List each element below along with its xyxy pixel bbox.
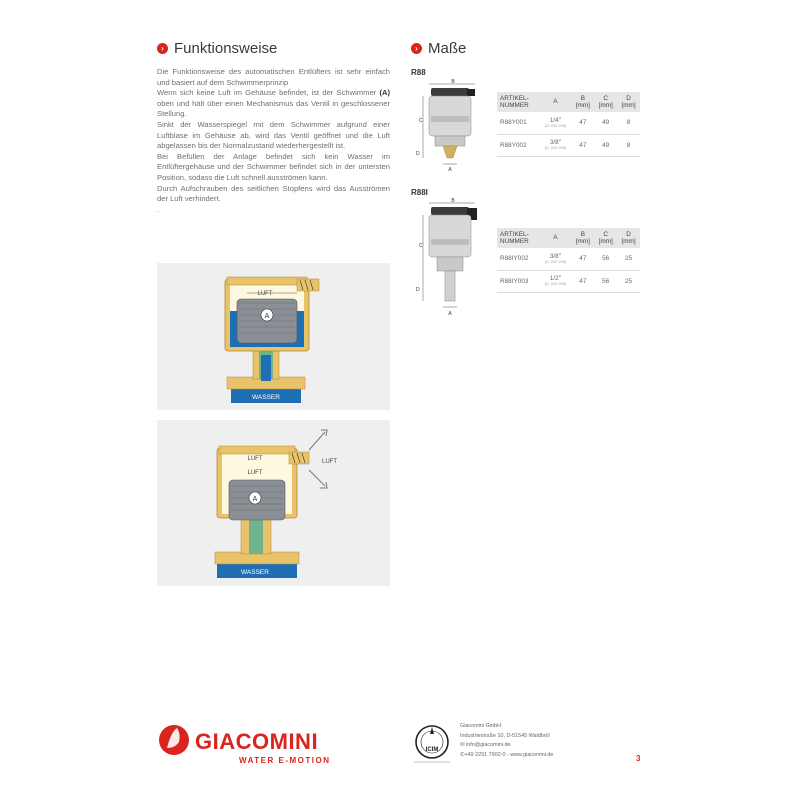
chevron-right-icon: ›: [411, 43, 422, 54]
header-c: C [mm]: [594, 92, 617, 112]
section-heading-dimensions: [411, 40, 466, 57]
water-label: WASSER: [252, 394, 280, 401]
paragraph-2: Wenn sich keine Luft im Gehäuse befindet, ist der Schwimmer (A) oben und hält über einen Mechanismus das Ventil in geschlossener Stellung.: [157, 88, 390, 119]
float-label: A: [264, 313, 270, 320]
company-phone: ✆+49 2291 7902-0 - www.giacomini.de: [460, 751, 554, 758]
paragraph-5: Durch Aufschrauben des seitlichen Stopfens wird das Ausströmen der Luft verhindert.: [157, 183, 390, 204]
page-number: 3: [636, 754, 641, 763]
r88i-spec-table: [497, 228, 640, 293]
model-label-r88: R88: [411, 68, 426, 77]
phone-icon: ✆: [460, 751, 465, 758]
dim-b: B: [451, 198, 455, 204]
r88i-dimension-drawing: [411, 197, 491, 319]
dim-c: C: [419, 118, 423, 124]
dim-a: A: [448, 311, 452, 317]
mail-icon: ✉: [460, 742, 465, 748]
brand-tagline: WATER E-MOTION: [239, 756, 331, 765]
heading-text: Funktionsweise: [174, 40, 278, 57]
dim-d: D: [416, 151, 420, 157]
r88-dimension-drawing: [411, 78, 491, 173]
air-label-top: LUFT: [247, 456, 263, 462]
air-label-side: LUFT: [322, 459, 337, 465]
paragraph-1: Die Funktionsweise des automatischen Entlüfters ist sehr einfach und basiert auf dem Schwimmerprinzip: [157, 67, 390, 87]
company-email: ✉ info@giacomini.de: [460, 742, 511, 748]
air-label-middle: LUFT: [247, 470, 263, 476]
table-row: R88IY002 3/8" (G. ISO 228) 47 56 25: [497, 248, 640, 270]
diagram-open-state: [157, 420, 390, 586]
dim-a: A: [448, 167, 452, 173]
air-vent-venting-diagram: [157, 420, 390, 586]
company-info: [460, 722, 620, 760]
giacomini-logo: [157, 718, 367, 768]
icim-label: ICIM: [425, 747, 439, 753]
function-description: [157, 67, 390, 215]
water-label: WASSER: [241, 569, 269, 576]
icim-certification-badge: [410, 722, 454, 766]
brand-name: GIACOMINI: [195, 729, 319, 754]
model-label-r88i: R88I: [411, 188, 428, 197]
arrow-up-right-icon: [309, 430, 327, 450]
header-d: D [mm]: [617, 92, 640, 112]
arrow-down-right-icon: [309, 470, 327, 488]
header-a: A: [539, 92, 571, 112]
company-name: Giacomini GmbH: [460, 723, 502, 729]
dim-d: D: [416, 287, 420, 293]
heading-text: Maße: [428, 40, 467, 57]
diagram-closed-state: [157, 263, 390, 410]
header-c: C [mm]: [594, 228, 617, 248]
dim-b: B: [451, 79, 455, 85]
header-article: ARTIKEL- NUMMER: [497, 92, 539, 112]
dim-c: C: [419, 243, 423, 249]
air-vent-cutaway-diagram: [157, 263, 390, 410]
air-label: LUFT: [257, 291, 273, 297]
paragraph-3: Sinkt der Wasserspiegel mit dem Schwimmer aufgrund einer Luftblase im Gehäuse ab, wird das Ventil geöffnet und die Luft abgelassen bis der Normalzustand wiederhergestellt ist.: [157, 119, 390, 151]
section-heading-function: [157, 40, 277, 57]
header-article: ARTIKEL- NUMMER: [497, 228, 539, 248]
table-row: R88Y002 3/8" (G. ISO 228) 47 49 8: [497, 134, 640, 156]
header-a: A: [539, 228, 571, 248]
table-row: R88Y001 1/4" (G. ISO 228) 47 49 8: [497, 112, 640, 134]
r88-spec-table: [497, 92, 640, 157]
header-b: B [mm]: [571, 92, 594, 112]
company-address: Industriestraße 10, D-51545 Waldbröl: [460, 732, 550, 739]
paragraph-4: Bei Befüllen der Anlage befindet sich kein Wasser im Entlüftergehäuse und der Schwimmer befindet sich in der untersten Position, sodass die Luft schnell ausströmen kann.: [157, 151, 390, 182]
chevron-right-icon: ›: [157, 43, 168, 54]
table-row: R88IY003 1/2" (G. ISO 228) 47 56 25: [497, 270, 640, 292]
header-d: D [mm]: [617, 228, 640, 248]
header-b: B [mm]: [571, 228, 594, 248]
float-label: A: [252, 496, 258, 503]
paragraph-6: .: [157, 204, 160, 214]
